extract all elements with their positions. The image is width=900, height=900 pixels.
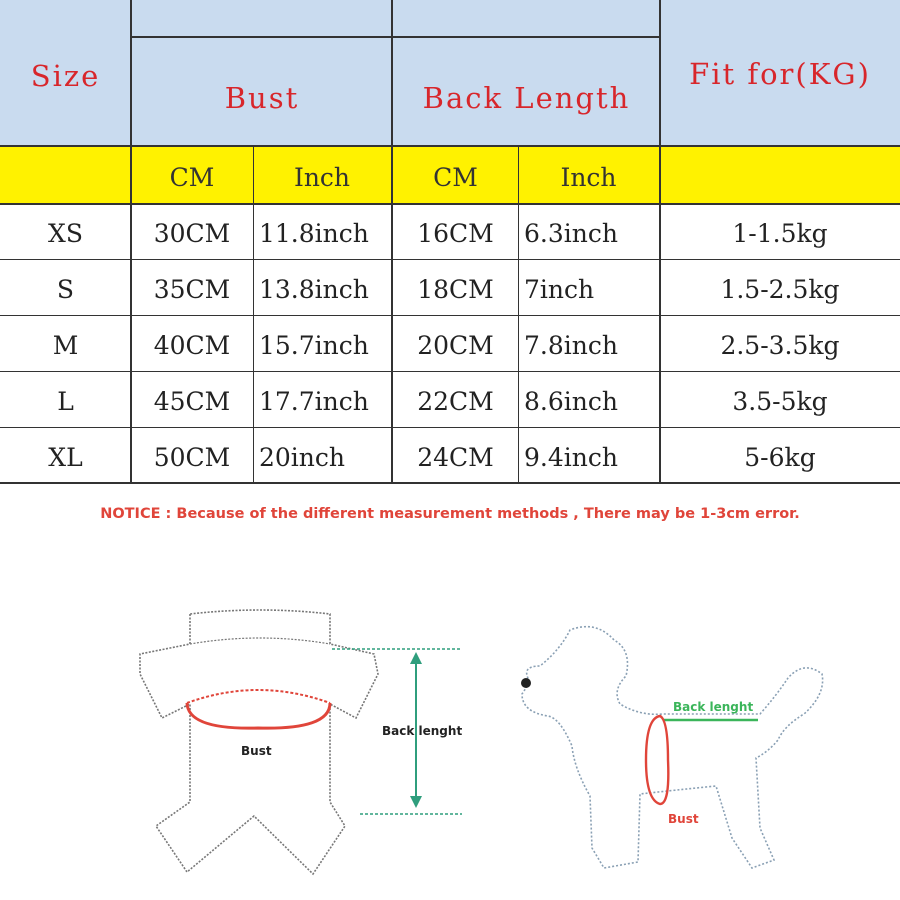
subheader-bust-inch: Inch	[293, 162, 351, 192]
cell-bust-inch: 15.7inch	[259, 330, 369, 360]
dog-back-length-label: Back lenght	[673, 700, 754, 714]
cell-back-cm: 16CM	[417, 218, 494, 248]
cell-back-inch: 7.8inch	[524, 330, 618, 360]
cell-size: S	[56, 274, 75, 304]
subheader-back-inch: Inch	[560, 162, 617, 192]
arrow-down-icon	[410, 796, 422, 808]
cell-bust-inch: 20inch	[259, 442, 346, 472]
cell-size: XS	[48, 218, 83, 248]
cell-bust-cm: 45CM	[153, 386, 231, 416]
cell-bust-inch: 17.7inch	[259, 386, 369, 416]
cell-size: L	[57, 386, 74, 416]
subheader-back-cm: CM	[433, 162, 478, 192]
arrow-up-icon	[410, 652, 422, 664]
header-fit-for: Fit for(KG)	[689, 57, 871, 91]
dog-outline	[522, 627, 823, 868]
notice-text: NOTICE : Because of the different measurement methods , There may be 1-3cm error.	[100, 506, 800, 522]
grid-line	[0, 145, 900, 147]
cell-back-inch: 8.6inch	[524, 386, 618, 416]
shirt-bust-label: Bust	[241, 744, 272, 758]
shirt-illustration	[0, 590, 900, 890]
cell-size: M	[52, 330, 79, 360]
header-back-length: Back Length	[422, 81, 631, 115]
header-size: Size	[30, 59, 101, 93]
cell-back-cm: 20CM	[417, 330, 494, 360]
shirt-back-length-label: Back lenght	[382, 724, 463, 738]
dog-bust-label: Bust	[668, 812, 699, 826]
cell-back-cm: 22CM	[417, 386, 494, 416]
cell-bust-cm: 30CM	[153, 218, 231, 248]
cell-fit: 1.5-2.5kg	[720, 274, 840, 304]
grid-line	[131, 36, 660, 38]
cell-size: XL	[48, 442, 83, 472]
cell-bust-cm: 35CM	[153, 274, 231, 304]
subheader-bust-cm: CM	[169, 162, 215, 192]
cell-fit: 1-1.5kg	[732, 218, 828, 248]
header-bust: Bust	[224, 81, 300, 115]
cell-back-inch: 7inch	[524, 274, 595, 304]
cell-bust-inch: 11.8inch	[259, 218, 369, 248]
cell-fit: 2.5-3.5kg	[720, 330, 840, 360]
cell-back-cm: 24CM	[417, 442, 494, 472]
cell-fit: 5-6kg	[744, 442, 816, 472]
cell-back-inch: 6.3inch	[524, 218, 618, 248]
measurement-diagram	[0, 590, 900, 890]
cell-bust-cm: 50CM	[153, 442, 231, 472]
cell-bust-cm: 40CM	[153, 330, 231, 360]
dog-nose-icon	[521, 678, 531, 688]
cell-bust-inch: 13.8inch	[259, 274, 369, 304]
cell-back-cm: 18CM	[417, 274, 494, 304]
cell-fit: 3.5-5kg	[732, 386, 828, 416]
cell-back-inch: 9.4inch	[524, 442, 618, 472]
